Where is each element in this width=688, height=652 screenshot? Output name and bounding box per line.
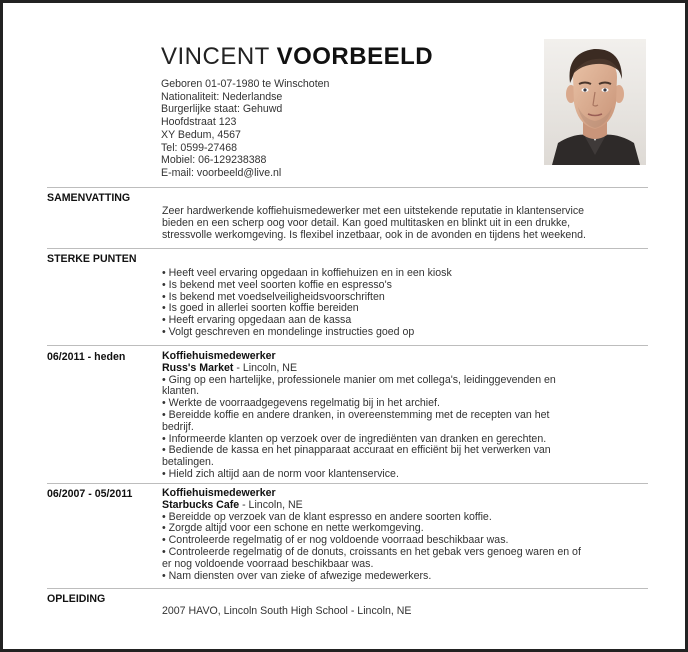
- resume-header: [161, 43, 531, 180]
- strengths-list: [162, 268, 648, 339]
- job-company: [162, 500, 648, 512]
- job-entry: [162, 351, 648, 481]
- profile-photo: [544, 39, 646, 165]
- last-name: VOORBEELD: [276, 43, 434, 70]
- divider: [47, 248, 648, 249]
- job-duty: bedrijf.: [162, 420, 194, 433]
- job-entry: [162, 488, 648, 582]
- job-duty: • Zorgde altijd voor een schone en nette werkomgeving.: [162, 522, 424, 535]
- job-title: Koffiehuismedewerker: [162, 350, 276, 362]
- job-title: Koffiehuismedewerker: [162, 487, 276, 499]
- job-company: [162, 363, 648, 375]
- company-name: Starbucks Cafe: [162, 498, 240, 511]
- company-location: - Lincoln, NE: [233, 361, 298, 374]
- profile-photo-image: [544, 39, 646, 165]
- divider: [47, 187, 648, 188]
- strengths-heading: STERKE PUNTEN: [47, 253, 137, 265]
- contact-email: E-mail: voorbeeld@live.nl: [161, 166, 282, 179]
- contact-marital-status: Burgerlijke staat: Gehuwd: [161, 103, 283, 116]
- first-name: VINCENT: [161, 43, 270, 70]
- list-item: • Volgt geschreven en mondelinge instructies goed op: [162, 325, 415, 338]
- job-period: 06/2011 - heden: [47, 351, 126, 363]
- company-name: Russ's Market: [162, 361, 234, 374]
- list-item: • Heeft ervaring opgedaan aan de kassa: [162, 314, 352, 327]
- list-item: • Is bekend met veel soorten koffie en espresso's: [162, 278, 392, 291]
- job-duty: • Hield zich altijd aan de norm voor klantenservice.: [162, 467, 399, 480]
- list-item: • Is bekend met voedselveiligheidsvoorschriften: [162, 290, 385, 303]
- contact-mobile: Mobiel: 06-129238388: [161, 154, 267, 167]
- contact-street: Hoofdstraat 123: [161, 116, 237, 129]
- summary-text: [162, 206, 648, 241]
- job-duty: • Controleerde regelmatig of er nog voldoende voorraad beschikbaar was.: [162, 534, 509, 547]
- education-entry: [162, 606, 648, 618]
- job-duty: • Informeerde klanten op verzoek over de ingrediënten van dranken en gerechten.: [162, 432, 547, 445]
- education-heading: OPLEIDING: [47, 593, 106, 605]
- contact-details: [161, 78, 531, 180]
- list-item: • Heeft veel ervaring opgedaan in koffiehuizen en in een kiosk: [162, 267, 452, 279]
- job-duty: • Bereidde op verzoek van de klant espresso en andere soorten koffie.: [162, 510, 492, 523]
- job-duty: • Nam diensten over van zieke of afwezige medewerkers.: [162, 569, 432, 582]
- divider: [47, 345, 648, 346]
- summary-line: stressvolle werkomgeving. Is flexibel inzetbaar, ook in de avonden en tijdens het weekend.: [162, 228, 586, 241]
- contact-phone: Tel: 0599-27468: [161, 141, 237, 154]
- list-item: • Is goed in allerlei soorten koffie bereiden: [162, 302, 359, 315]
- job-duty: • Bereidde koffie en andere dranken, in overeenstemming met de recepten van het: [162, 408, 550, 421]
- summary-line: bieden en een scherp oog voor detail. Kan goed multitasken en blinkt uit in een drukke,: [162, 216, 571, 229]
- job-duty: betalingen.: [162, 456, 214, 469]
- job-duty: • Controleerde regelmatig of de donuts, croissants en het gebak vers genoeg waren en of: [162, 545, 581, 558]
- job-duty: er nog voldoende voorraad beschikbaar was.: [162, 557, 374, 570]
- job-duty: • Bediende de kassa en het pinapparaat accuraat en efficiënt bij het verwerken van: [162, 444, 551, 457]
- job-period: 06/2007 - 05/2011: [47, 488, 133, 500]
- contact-birth: Geboren 01-07-1980 te Winschoten: [161, 78, 330, 90]
- company-location: - Lincoln, NE: [239, 498, 303, 511]
- job-duty: • Werkte de voorraadgegevens regelmatig bij in het archief.: [162, 397, 440, 410]
- job-duty: klanten.: [162, 385, 200, 398]
- job-duty: • Ging op een hartelijke, professionele manier om met collega's, leidinggevenden en: [162, 373, 556, 386]
- summary-line: Zeer hardwerkende koffiehuismedewerker met een uitstekende reputatie in klantenservice: [162, 205, 585, 217]
- education-line: 2007 HAVO, Lincoln South High School - Lincoln, NE: [162, 605, 412, 617]
- divider: [47, 588, 648, 589]
- contact-city: XY Bedum, 4567: [161, 128, 241, 141]
- candidate-name: [161, 43, 531, 71]
- summary-heading: SAMENVATTING: [47, 192, 131, 204]
- contact-nationality: Nationaliteit: Nederlandse: [161, 90, 283, 103]
- divider: [47, 483, 648, 484]
